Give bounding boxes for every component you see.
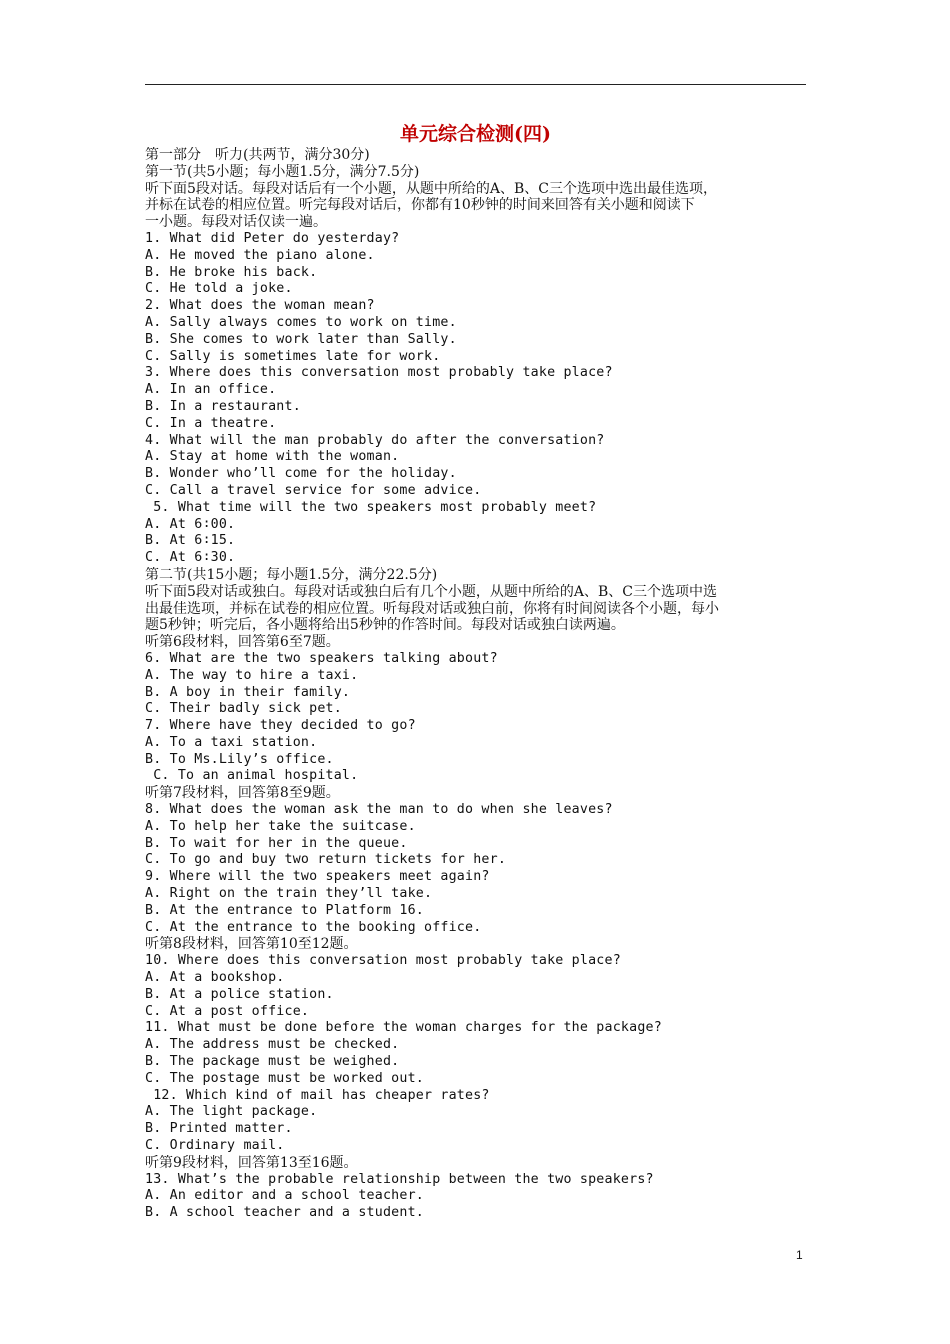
text-line: 11. What must be done before the woman charges for the package? xyxy=(145,1020,662,1036)
text-line: 1. What did Peter do yesterday? xyxy=(145,230,400,246)
text-line: A. The address must be checked. xyxy=(145,1037,400,1053)
text-line: 听下面5段对话或独白。每段对话或独白后有几个小题，从题中所给的A、B、C三个选项中选 xyxy=(145,583,718,600)
text-line: C. In a theatre. xyxy=(145,415,277,431)
text-line: B. A school teacher and a student. xyxy=(145,1205,424,1221)
text-line: 2. What does the woman mean? xyxy=(145,298,375,314)
text-line: B. At 6∶15. xyxy=(145,533,236,549)
text-line: A. He moved the piano alone. xyxy=(145,247,375,263)
text-line: 9. Where will the two speakers meet again? xyxy=(145,869,490,885)
text-line: 听第8段材料，回答第10至12题。 xyxy=(145,936,358,953)
text-line: 第一部分 听力(共两节，满分30分) xyxy=(145,147,370,163)
text-line: 听第6段材料，回答第6至7题。 xyxy=(145,634,340,651)
text-line: A. At a bookshop. xyxy=(145,970,285,986)
text-line: C. He told a joke. xyxy=(145,281,293,297)
text-line: 听下面5段对话。每段对话后有一个小题，从题中所给的A、B、C三个选项中选出最佳选项， xyxy=(145,180,718,197)
text-line: A. Sally always comes to work on time. xyxy=(145,314,457,330)
text-line: 并标在试卷的相应位置。听完每段对话后，你都有10秒钟的时间来回答有关小题和阅读下 xyxy=(145,197,695,214)
text-line: B. The package must be weighed. xyxy=(145,1054,400,1070)
text-line: 题5秒钟；听完后，各小题将给出5秒钟的作答时间。每段对话或独白读两遍。 xyxy=(145,617,625,634)
header-rule xyxy=(145,84,806,85)
text-line: 10. Where does this conversation most probably take place? xyxy=(145,953,621,969)
text-line: C. To an animal hospital. xyxy=(145,768,359,784)
text-line: 12. Which kind of mail has cheaper rates? xyxy=(145,1087,490,1103)
text-line: 3. Where does this conversation most probably take place? xyxy=(145,365,613,381)
text-line: 听第9段材料，回答第13至16题。 xyxy=(145,1154,358,1171)
text-line: C. Call a travel service for some advice. xyxy=(145,482,482,498)
text-line: B. Wonder who’ll come for the holiday. xyxy=(145,466,457,482)
text-line: 第一节(共5小题；每小题1.5分，满分7.5分) xyxy=(145,163,420,180)
text-line: 5. What time will the two speakers most probably meet? xyxy=(145,499,597,515)
text-line: B. At the entrance to Platform 16. xyxy=(145,902,424,918)
text-line: B. A boy in their family. xyxy=(145,684,351,700)
text-line: C. Their badly sick pet. xyxy=(145,701,342,717)
text-line: C. Sally is sometimes late for work. xyxy=(145,348,441,364)
page-number: 1 xyxy=(796,1248,803,1262)
text-line: A. At 6∶00. xyxy=(145,516,236,532)
text-line: A. Stay at home with the woman. xyxy=(145,449,400,465)
text-line: A. To help her take the suitcase. xyxy=(145,818,416,834)
text-line: 第二节(共15小题；每小题1.5分，满分22.5分) xyxy=(145,566,438,583)
text-line: C. At the entrance to the booking office. xyxy=(145,919,482,935)
text-line: A. The light package. xyxy=(145,1104,318,1120)
text-line: 4. What will the man probably do after the conversation? xyxy=(145,432,605,448)
text-line: C. Ordinary mail. xyxy=(145,1138,285,1154)
text-line: 一小题。每段对话仅读一遍。 xyxy=(145,214,327,231)
text-line: C. At 6∶30. xyxy=(145,550,236,566)
text-line: 听第7段材料，回答第8至9题。 xyxy=(145,785,340,802)
text-line: A. In an office. xyxy=(145,382,277,398)
text-line: C. To go and buy two return tickets for her. xyxy=(145,852,507,868)
document-body xyxy=(145,147,806,1222)
text-line: B. To Ms.Lily’s office. xyxy=(145,751,334,767)
text-line: B. Printed matter. xyxy=(145,1121,293,1137)
text-line: 8. What does the woman ask the man to do when she leaves? xyxy=(145,802,613,818)
text-line: A. To a taxi station. xyxy=(145,734,318,750)
document-title: 单元综合检测(四) xyxy=(400,123,551,145)
text-line: 7. Where have they decided to go? xyxy=(145,718,416,734)
text-line: B. At a police station. xyxy=(145,986,334,1002)
text-line: B. She comes to work later than Sally. xyxy=(145,331,457,347)
text-line: A. The way to hire a taxi. xyxy=(145,667,359,683)
text-line: B. He broke his back. xyxy=(145,264,318,280)
text-line: A. An editor and a school teacher. xyxy=(145,1188,424,1204)
text-line: B. To wait for her in the queue. xyxy=(145,835,408,851)
text-line: A. Right on the train they’ll take. xyxy=(145,886,433,902)
text-line: 6. What are the two speakers talking about? xyxy=(145,650,498,666)
text-line: 出最佳选项，并标在试卷的相应位置。听每段对话或独白前，你将有时间阅读各个小题，每小 xyxy=(145,600,719,617)
text-line: C. The postage must be worked out. xyxy=(145,1070,424,1086)
text-line: B. In a restaurant. xyxy=(145,398,301,414)
text-line: C. At a post office. xyxy=(145,1003,310,1019)
text-line: 13. What’s the probable relationship between the two speakers? xyxy=(145,1171,654,1187)
